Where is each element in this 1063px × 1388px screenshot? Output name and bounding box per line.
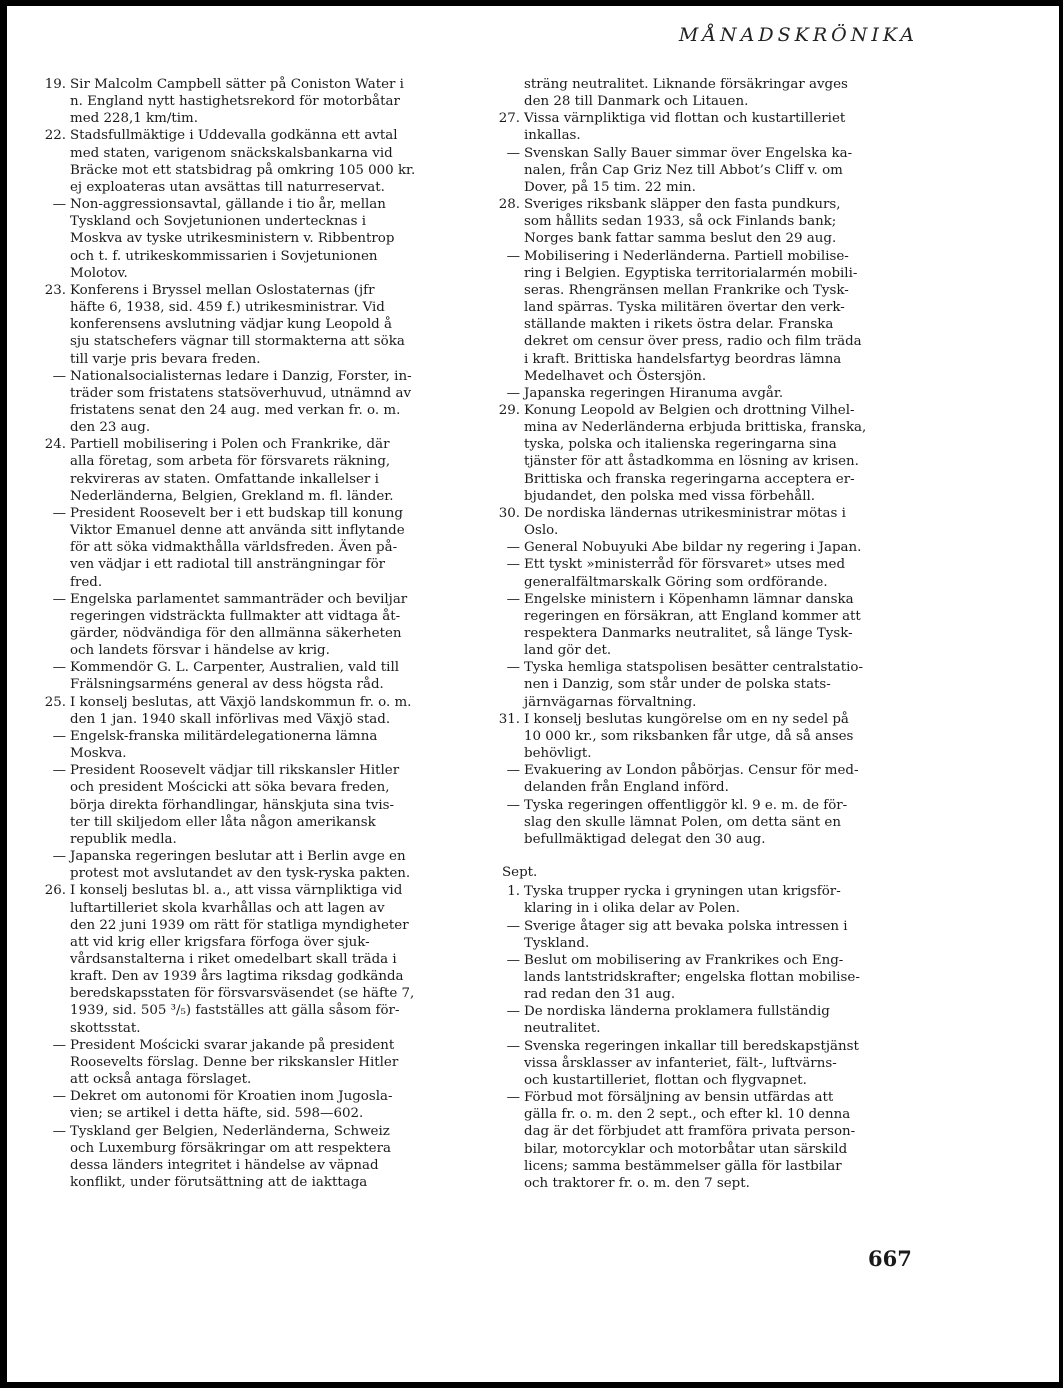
entry-date: —	[506, 591, 520, 607]
entry-date: —	[506, 540, 520, 556]
scan-border-top	[0, 0, 1063, 6]
entry-text: Engelsk-franska militärdelegationerna lämna Moskva.	[70, 728, 378, 762]
entry-date: —	[506, 1038, 520, 1054]
entry-text: Tyska regeringen offentliggör kl. 9 e. m. de för- slag den skulle lämnat Polen, om detta sänt en befullmäktigad delegat den 30 aug.	[524, 797, 848, 847]
entry-text: Svenska regeringen inkallar till beredskapstjänst vissa årsklasser av infanteriet, fält-, luftvärns- och kustartilleriet, flottan och flygvapnet.	[524, 1038, 859, 1088]
running-header: MÅNADSKRÖNIKA	[678, 24, 918, 46]
scan-border-left	[0, 0, 7, 1388]
entry-date: 28.	[498, 197, 520, 213]
entry-text: Non-aggressionsavtal, gällande i tio år, mellan Tyskland och Sovjetunionen undertecknas i Moskva av tyske utrikesministern v. Ribbentrop och t. f. utrikeskommissarien i Sovjetunionen Molotov.	[70, 197, 395, 281]
entry-text: I konselj beslutas bl. a., att vissa värnpliktiga vid luftartilleriet skola kvarhållas och att lagen av den 22 juni 1939 om rätt för statliga myndigheter att vid krig eller krigsfara förfoga över sjuk- vårdsanstalterna i riket omedelbart skall träda i kraft. Den av 1939 års lagtima riksdag godkända beredskapsstaten för försvarsväsendet (se häfte 7, 1939, sid. 505 ³/₅) fastställes att gälla såsom för- skottsstat.	[70, 883, 415, 1036]
entry-date: —	[506, 1004, 520, 1020]
entry-date: —	[52, 660, 66, 676]
entry-text: Konung Leopold av Belgien och drottning Vilhel- mina av Nederländerna erbjuda brittiska, franska, tyska, polska och italienska regeringarna sina tjänster för att åstadkomma en lösning av krisen. Brittiska och franska regeringarna acceptera er- bjudandet, den polska med vissa förbehåll.	[524, 402, 867, 504]
chronicle-entry	[494, 539, 927, 556]
left-column	[36, 76, 474, 1191]
chronicle-entry	[494, 918, 927, 952]
entry-date: —	[506, 918, 520, 934]
chronicle-entry	[36, 659, 474, 693]
entry-text: Japanska regeringen beslutar att i Berlin avge en protest mot avslutandet av den tysk-ryska pakten.	[70, 849, 411, 882]
entry-text: sträng neutralitet. Liknande försäkringar avges den 28 till Danmark och Litauen.	[524, 77, 848, 110]
chronicle-entry	[494, 1003, 927, 1037]
entry-text: Dekret om autonomi för Kroatien inom Jugosla- vien; se artikel i detta häfte, sid. 598—602.	[70, 1089, 393, 1122]
entry-text: Förbud mot försäljning av bensin utfärdas att gälla fr. o. m. den 2 sept., och efter kl. 10 denna dag är det förbjudet att framföra privata person- bilar, motorcyklar och motorbåtar utan särskild licens; samma bestämmelser gälla för lastbilar och traktorer fr. o. m. den 7 sept.	[524, 1090, 856, 1191]
entry-date: —	[506, 952, 520, 968]
chronicle-entry	[494, 1038, 927, 1089]
entry-text: Sverige åtager sig att bevaka polska intressen i Tyskland.	[524, 918, 848, 951]
entry-date: —	[52, 368, 66, 384]
chronicle-entry	[494, 196, 927, 247]
chronicle-entry	[36, 848, 474, 882]
entry-date: 19.	[44, 77, 66, 92]
entry-text: Sveriges riksbank släpper den fasta pundkurs, som hållits sedan 1933, så ock Finlands bank; Norges bank fattar samma beslut den 29 aug.	[524, 197, 841, 247]
entry-text: President Roosevelt ber i ett budskap till konung Viktor Emanuel denne att använda sitt inflytande för att söka vidmakthålla världsfreden. Även på- ven vädjar i ett radiotal till ansträngningar för fred.	[70, 505, 405, 590]
chronicle-entry	[494, 1089, 927, 1192]
entry-date: —	[506, 248, 520, 264]
chronicle-entry	[36, 591, 474, 660]
entry-date: —	[52, 505, 66, 521]
chronicle-entry	[36, 505, 474, 591]
scan-border-bottom	[0, 1382, 1063, 1388]
entry-date: —	[52, 849, 66, 865]
entry-date: —	[52, 763, 66, 779]
entry-text: Engelske ministern i Köpenhamn lämnar danska regeringen en försäkran, att England kommer att respektera Danmarks neutralitet, så länge Tysk- land gör det.	[524, 591, 861, 659]
chronicle-entry	[494, 110, 927, 144]
entry-date: —	[506, 145, 520, 161]
chronicle-entry	[36, 728, 474, 762]
entry-date: 23.	[44, 282, 66, 298]
entry-date: 30.	[498, 505, 520, 521]
entry-text: De nordiska länderna proklamera fullständig neutralitet.	[524, 1004, 830, 1037]
chronicle-entry	[494, 385, 927, 402]
entry-text: Konferens i Bryssel mellan Oslostaternas (jfr häfte 6, 1938, sid. 459 f.) utrikesministrar. Vid konferensens avslutning vädjar kung Leopold å sju statschefers vägnar till stormakterna att söka till varje pris bevara freden.	[70, 282, 405, 367]
entry-text: I konselj beslutas kungörelse om en ny sedel på 10 000 kr., som riksbanken får utge, då så anses behövligt.	[524, 711, 854, 762]
entry-text: I konselj beslutas, att Växjö landskommun fr. o. m. den 1 jan. 1940 skall införlivas med Växjö stad.	[70, 694, 412, 727]
chronicle-entry	[494, 762, 927, 796]
entry-date: —	[52, 1037, 66, 1053]
chronicle-entry	[36, 436, 474, 505]
chronicle-entry	[494, 883, 927, 917]
august-entries-continued	[494, 76, 927, 848]
entry-date: 22.	[44, 128, 66, 144]
section-label-sept: Sept.	[502, 865, 538, 881]
chronicle-entry	[36, 1088, 474, 1122]
entry-text: President Mościcki svarar jakande på president Roosevelts förslag. Denne ber rikskansler Hitler att också antaga förslaget.	[70, 1037, 399, 1088]
entry-text: Beslut om mobilisering av Frankrikes och Eng- lands lantstridskrafter; engelska flottan mobilise- rad redan den 31 aug.	[524, 952, 860, 1003]
entry-date: —	[506, 763, 520, 779]
scan-border-right	[1059, 0, 1063, 1388]
entry-date: —	[52, 728, 66, 744]
entry-text: President Roosevelt vädjar till rikskansler Hitler och president Mościcki att söka bevara freden, börja direkta förhandlingar, hänskjuta sina tvis- ter till skiljedom eller låta någon amerikansk republik medla.	[70, 763, 400, 847]
chronicle-entry	[494, 952, 927, 1003]
entry-text: Sir Malcolm Campbell sätter på Coniston Water i n. England nytt hastighetsrekord för motorbåtar med 228,1 km/tim.	[70, 77, 404, 127]
chronicle-entry	[36, 882, 474, 1036]
entry-text: Tyskland ger Belgien, Nederländerna, Schweiz och Luxemburg försäkringar om att respektera dessa länders integritet i händelse av väpnad konflikt, under förutsättning att de iakttaga	[70, 1123, 391, 1190]
chronicle-entry	[494, 248, 927, 385]
entry-date: —	[52, 1089, 66, 1105]
entry-text: Tyska trupper rycka i gryningen utan krigsför- klaring in i olika delar av Polen.	[524, 884, 841, 917]
chronicle-entry	[36, 282, 474, 368]
entry-text: Vissa värnpliktiga vid flottan och kustartilleriet inkallas.	[524, 111, 846, 144]
entry-text: Japanska regeringen Hiranuma avgår.	[524, 385, 784, 401]
entry-date: 29.	[498, 402, 520, 418]
entry-text: Partiell mobilisering i Polen och Frankrike, där alla företag, som arbeta för försvarets räkning, rekvireras av staten. Omfattande inkallelser i Nederländerna, Belgien, Grekland m. fl. länder.	[70, 437, 394, 504]
chronicle-entry	[494, 797, 927, 848]
entry-date: —	[506, 385, 520, 401]
chronicle-entry	[36, 694, 474, 728]
chronicle-entry	[494, 402, 927, 505]
entry-text: General Nobuyuki Abe bildar ny regering i Japan.	[524, 540, 862, 556]
chronicle-entry	[36, 196, 474, 282]
entry-text: Ett tyskt »ministerråd för försvaret» utses med generalfältmarskalk Göring som ordförande.	[524, 557, 846, 590]
chronicle-entry	[36, 1037, 474, 1088]
entry-date: 24.	[44, 437, 66, 453]
september-entries	[494, 883, 927, 1192]
entry-date: 31.	[498, 711, 520, 727]
entry-date: —	[506, 660, 520, 676]
chronicle-entry	[36, 762, 474, 848]
chronicle-entry	[494, 76, 927, 110]
chronicle-entry	[494, 659, 927, 710]
entry-text: Tyska hemliga statspolisen besätter centralstatio- nen i Danzig, som står under de polska stats- järnvägarnas förvaltning.	[524, 660, 863, 710]
entry-text: Mobilisering i Nederländerna. Partiell mobilise- ring i Belgien. Egyptiska territorialarmén mobili- seras. Rhengränsen mellan Frankrike och Tysk- land spärras. Tyska militären övertar den verk- ställande makten i rikets östra delar. Franska dekret om censur över press, radio och film träda i kraft. Brittiska handelsfartyg beordras lämna Medelhavet och Östersjön.	[524, 248, 862, 384]
entry-text: Kommendör G. L. Carpenter, Australien, vald till Frälsningsarméns general av dess högsta råd.	[70, 660, 400, 693]
page-number: 667	[868, 1246, 912, 1271]
entry-text: Evakuering av London påbörjas. Censur för med- delanden från England införd.	[524, 763, 859, 796]
entry-date: —	[52, 591, 66, 607]
entry-date: —	[52, 197, 66, 213]
chronicle-entry	[494, 556, 927, 590]
entry-date: —	[506, 1090, 520, 1106]
chronicle-entry	[494, 711, 927, 762]
chronicle-entry	[36, 127, 474, 196]
entry-date: —	[52, 1123, 66, 1139]
entry-text: De nordiska ländernas utrikesministrar mötas i Oslo.	[524, 505, 846, 539]
entry-date: 1.	[507, 884, 520, 900]
chronicle-entry	[36, 76, 474, 127]
chronicle-entry	[494, 591, 927, 660]
entry-text: Stadsfullmäktige i Uddevalla godkänna ett avtal med staten, varigenom snäckskalsbankarna vid Bräcke mot ett statsbidrag på omkring 105 000 kr. ej exploateras utan avsättas till naturreservat.	[70, 128, 416, 195]
entry-date: 25.	[44, 694, 66, 710]
entry-text: Engelska parlamentet sammanträder och beviljar regeringen vidsträckta fullmakter att vidtaga åt- gärder, nödvändiga för den allmänna säkerheten och landets försvar i händelse av krig.	[70, 591, 408, 659]
entry-date: —	[506, 557, 520, 573]
entry-text: Nationalsocialisternas ledare i Danzig, Forster, in- träder som fristatens statsöverhuvud, utnämnd av fristatens senat den 24 aug. med verkan fr. o. m. den 23 aug.	[70, 368, 412, 436]
entry-date: 27.	[498, 111, 520, 127]
chronicle-entry	[36, 368, 474, 437]
chronicle-entry	[494, 505, 927, 539]
chronicle-entry	[494, 145, 927, 196]
entry-date: —	[506, 797, 520, 813]
entry-date: 26.	[44, 883, 66, 899]
right-column	[494, 76, 927, 1192]
entry-text: Svenskan Sally Bauer simmar över Engelska ka- nalen, från Cap Griz Nez till Abbot’s Cliff v. om Dover, på 15 tim. 22 min.	[524, 145, 853, 195]
chronicle-entry	[36, 1123, 474, 1192]
